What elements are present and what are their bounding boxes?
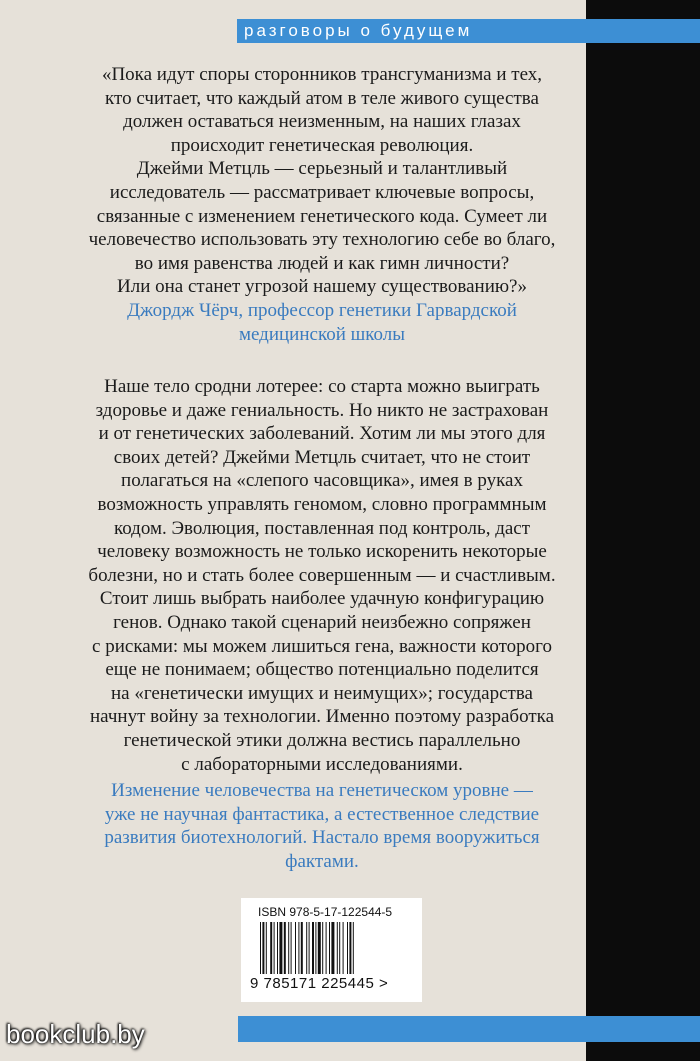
body-line: полагаться на «слепого часовщика», имея в руках [121, 470, 523, 492]
quote-line: Или она станет угрозой нашему существованию?» [117, 276, 527, 298]
closing-line: уже не научная фантастика, а естественное следствие [104, 803, 540, 825]
quote-attribution [62, 299, 582, 346]
closing-line: фактами. [285, 850, 359, 872]
closing-statement [62, 779, 582, 873]
body-line: с рисками: мы можем лишиться гена, важности которого [92, 635, 552, 657]
barcode-digits: 9 785171 225445 > [250, 975, 389, 992]
attribution-line: медицинской школы [238, 323, 406, 345]
watermark-logo: bookclub.by [6, 1019, 145, 1049]
quote-line: во имя равенства людей и как гимн личности? [134, 252, 510, 274]
body-line: с лабораторными исследованиями. [181, 753, 463, 775]
quote-line: «Пока идут споры сторонников трансгуманизма и тех, [101, 64, 543, 85]
quote-line: кто считает, что каждый атом в теле живого существа [105, 87, 539, 109]
body-line: и от генетических заболеваний. Хотим ли мы этого для [98, 423, 546, 445]
attribution-line: Джордж Чёрч, профессор генетики Гарвардской [127, 300, 517, 321]
body-line: здоровье и даже гениальность. Но никто не застрахован [95, 399, 549, 421]
bottom-accent-bar [238, 1016, 700, 1042]
black-spine-edge [586, 0, 700, 1061]
quote-line: Джейми Метцль — серьезный и талантливый [136, 158, 508, 180]
body-line: еще не понимаем; общество потенциально поделится [105, 659, 539, 681]
quote-line: происходит генетическая революция. [170, 134, 474, 156]
isbn-label: ISBN 978-5-17-122544-5 [258, 905, 393, 919]
body-line: Стоит лишь выбрать наиболее удачную конфигурацию [99, 588, 545, 610]
endorsement-quote [62, 63, 582, 299]
quote-line: исследователь — рассматривает ключевые вопросы, [109, 181, 535, 203]
body-line: генетической этики должна вестись параллельно [123, 729, 521, 751]
quote-line: человечество использовать эту технологию себе во благо, [88, 229, 556, 251]
barcode-icon [258, 922, 408, 974]
quote-line: должен оставаться неизменным, на наших глазах [123, 111, 521, 133]
quote-line: связанные с изменением генетического кода. Сумеет ли [96, 205, 548, 227]
body-line: Наше тело сродни лотерее: со старта можно выиграть [104, 376, 540, 397]
body-line: генов. Однако такой сценарий неизбежно сопряжен [113, 611, 531, 633]
body-line: на «генетически имущих и неимущих»; государства [111, 682, 533, 704]
series-title: разговоры о будущем [244, 21, 473, 40]
closing-line: развития биотехнологий. Настало время вооружиться [104, 827, 540, 849]
body-line: начнут войну за технологии. Именно поэтому разработка [90, 706, 554, 728]
description-text [62, 375, 582, 776]
closing-line: Изменение человечества на генетическом уровне — [111, 780, 533, 801]
body-line: человеку возможность не только искоренить некоторые [97, 541, 547, 563]
body-line: возможность управлять геномом, словно программным [97, 493, 547, 515]
body-line: кодом. Эволюция, поставленная под контроль, даст [113, 517, 531, 539]
body-line: болезни, но и стать более совершенным — и счастливым. [88, 564, 556, 586]
body-line: своих детей? Джейми Метцль считает, что не стоит [113, 446, 531, 468]
